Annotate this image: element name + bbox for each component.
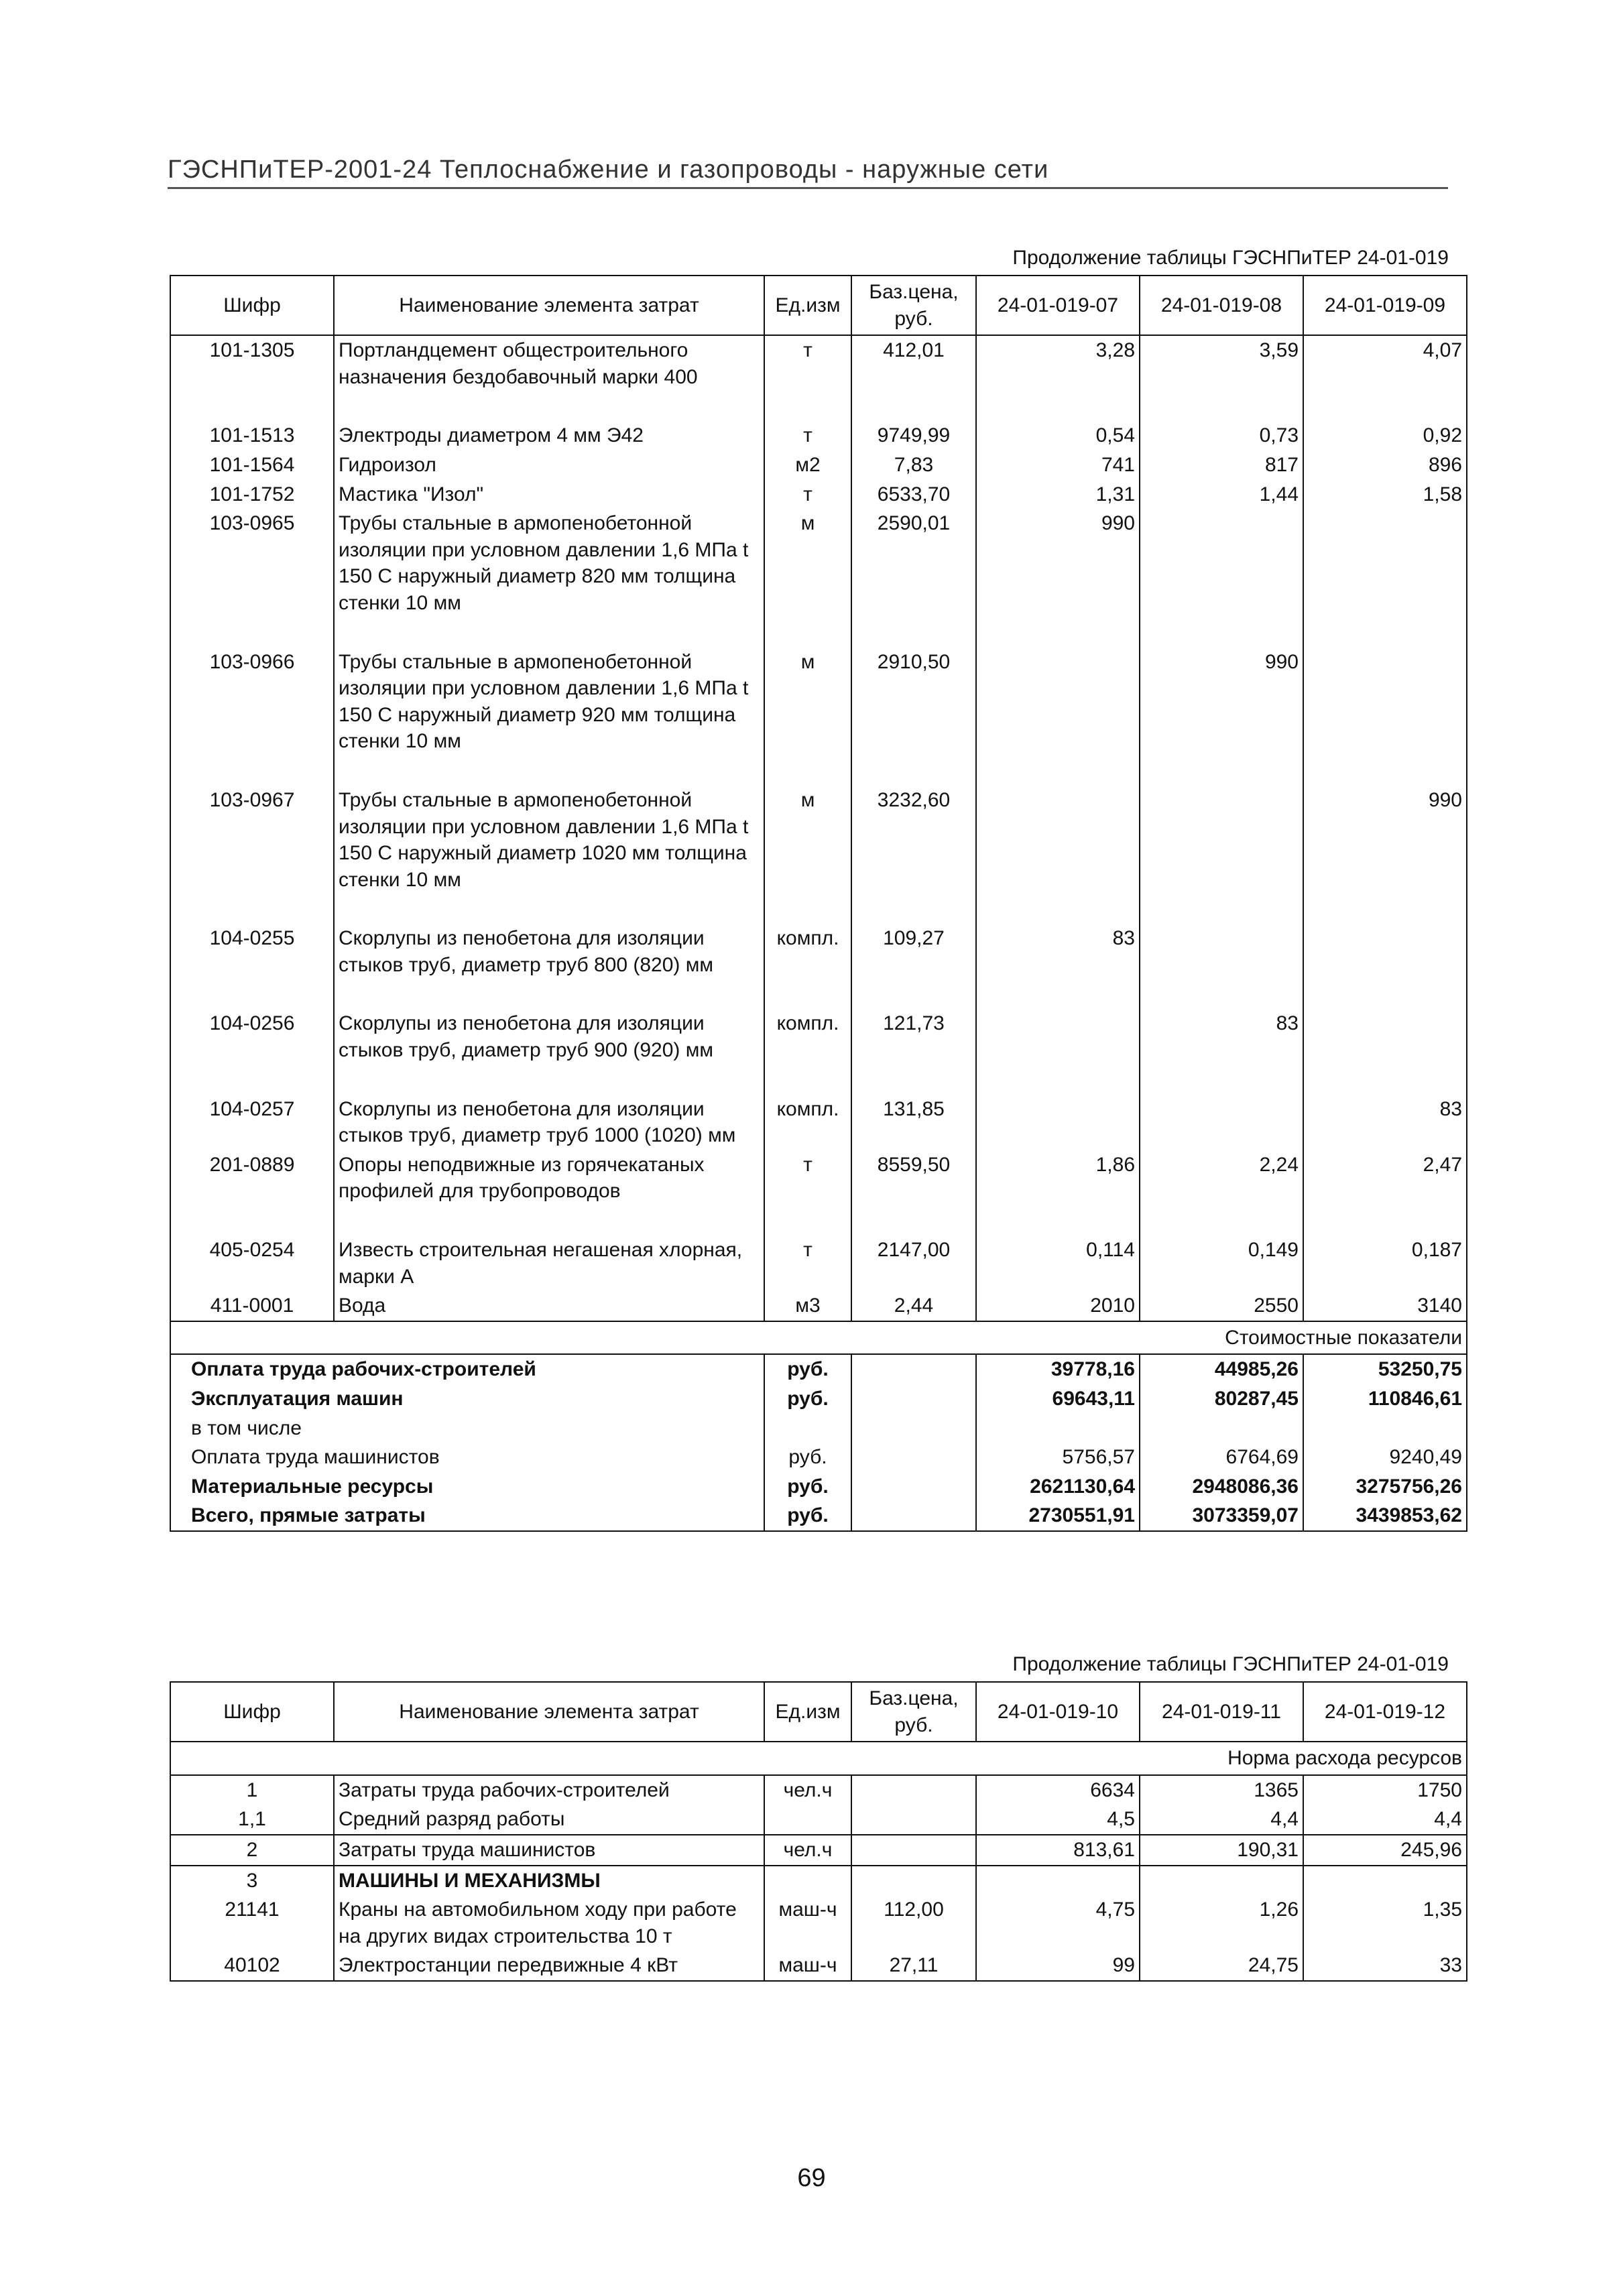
spacer-cell	[976, 1065, 1140, 1095]
col-unit-header: Ед.изм	[764, 1682, 851, 1742]
resource-unit: м	[764, 648, 851, 756]
resource-unit: м	[764, 786, 851, 894]
cost-row	[170, 1414, 1467, 1443]
col-variant-1-header: 24-01-019-10	[976, 1682, 1140, 1742]
col-variant-3-header: 24-01-019-09	[1303, 276, 1467, 335]
table2-header-row	[170, 1682, 1467, 1742]
cost-variant-2: 3073359,07	[1140, 1501, 1303, 1531]
resource-code: 104-0257	[170, 1095, 334, 1150]
resource-norm-variant-1: 99	[976, 1951, 1140, 1981]
resource-code: 103-0967	[170, 786, 334, 894]
cost-variant-3: 53250,75	[1303, 1354, 1467, 1384]
resource-base-price: 7,83	[851, 450, 976, 480]
resource-norm-variant-1: 2010	[976, 1291, 1140, 1321]
spacer-cell	[1140, 1065, 1303, 1095]
table-row	[170, 509, 1467, 617]
resource-unit: т	[764, 1235, 851, 1291]
resource-name: Затраты труда машинистов	[334, 1835, 764, 1866]
spacer-cell	[851, 894, 976, 924]
resource-name: Опоры неподвижные из горячекатаных профилей для трубопроводов	[334, 1150, 764, 1206]
table-row	[170, 1150, 1467, 1206]
resource-unit: чел.ч	[764, 1775, 851, 1805]
spacer-cell	[334, 756, 764, 786]
resource-norm-variant-2: 3,59	[1140, 335, 1303, 391]
cost-variant-2	[1140, 1414, 1303, 1443]
table-row	[170, 1235, 1467, 1291]
resource-norm-variant-1	[976, 648, 1140, 756]
resource-norm-variant-2: 0,149	[1140, 1235, 1303, 1291]
col-unit-header: Ед.изм	[764, 276, 851, 335]
resource-norm-variant-2: 190,31	[1140, 1835, 1303, 1866]
resource-norm-variant-1: 813,61	[976, 1835, 1140, 1866]
row-spacer	[170, 979, 1467, 1009]
resource-norm-variant-2: 990	[1140, 648, 1303, 756]
cost-section-row	[170, 1321, 1467, 1355]
table-row	[170, 786, 1467, 894]
resource-code: 405-0254	[170, 1235, 334, 1291]
resource-unit: маш-ч	[764, 1951, 851, 1981]
cost-price-empty	[851, 1384, 976, 1414]
cost-price-empty	[851, 1354, 976, 1384]
cost-unit	[764, 1414, 851, 1443]
col-variant-2-header: 24-01-019-11	[1140, 1682, 1303, 1742]
resource-norm-variant-2: 1,26	[1140, 1895, 1303, 1951]
spacer-cell	[170, 894, 334, 924]
row-spacer	[170, 391, 1467, 421]
spacer-cell	[334, 618, 764, 648]
spacer-cell	[170, 618, 334, 648]
resource-name: Портландцемент общестроительного назначения бездобавочный марки 400	[334, 335, 764, 391]
resource-name: Электростанции передвижные 4 кВт	[334, 1951, 764, 1981]
cost-variant-1: 5756,57	[976, 1443, 1140, 1472]
cost-price-empty	[851, 1472, 976, 1502]
spacer-cell	[851, 618, 976, 648]
resource-norm-variant-1: 0,54	[976, 421, 1140, 450]
resource-base-price: 2,44	[851, 1291, 976, 1321]
resource-code: 411-0001	[170, 1291, 334, 1321]
resource-unit: т	[764, 335, 851, 391]
table-row	[170, 1775, 1467, 1805]
cost-variant-2: 80287,45	[1140, 1384, 1303, 1414]
spacer-cell	[1140, 618, 1303, 648]
resource-norm-variant-1: 3,28	[976, 335, 1140, 391]
table-row	[170, 1895, 1467, 1951]
resource-name: Трубы стальные в армопенобетонной изоляции при условном давлении 1,6 МПа t 150 С наружный диаметр 920 мм толщина стенки 10 мм	[334, 648, 764, 756]
resource-unit: т	[764, 421, 851, 450]
resource-norm-variant-3	[1303, 924, 1467, 979]
cost-variant-2: 6764,69	[1140, 1443, 1303, 1472]
resource-base-price	[851, 1775, 976, 1805]
cost-label: Оплата труда рабочих-строителей	[170, 1354, 764, 1384]
resource-base-price: 2147,00	[851, 1235, 976, 1291]
resource-norm-variant-2: 1365	[1140, 1775, 1303, 1805]
table-row	[170, 450, 1467, 480]
resource-unit: т	[764, 1150, 851, 1206]
cost-variant-3: 9240,49	[1303, 1443, 1467, 1472]
cost-label: Эксплуатация машин	[170, 1384, 764, 1414]
col-name-header: Наименование элемента затрат	[334, 1682, 764, 1742]
spacer-cell	[334, 979, 764, 1009]
cost-variant-3: 3439853,62	[1303, 1501, 1467, 1531]
resource-base-price: 109,27	[851, 924, 976, 979]
cost-variant-1: 2730551,91	[976, 1501, 1140, 1531]
spacer-cell	[1140, 756, 1303, 786]
table-row	[170, 1009, 1467, 1065]
col-variant-3-header: 24-01-019-12	[1303, 1682, 1467, 1742]
resource-name: Вода	[334, 1291, 764, 1321]
spacer-cell	[1140, 894, 1303, 924]
resource-norm-variant-2: 2550	[1140, 1291, 1303, 1321]
spacer-cell	[851, 1065, 976, 1095]
cost-variant-3	[1303, 1414, 1467, 1443]
resource-base-price	[851, 1805, 976, 1835]
spacer-cell	[1303, 756, 1467, 786]
table-row	[170, 1866, 1467, 1896]
resource-unit	[764, 1805, 851, 1835]
resource-base-price: 2910,50	[851, 648, 976, 756]
cost-unit: руб.	[764, 1472, 851, 1502]
col-price-header: Баз.цена, руб.	[851, 1682, 976, 1742]
resource-norm-variant-1: 6634	[976, 1775, 1140, 1805]
table2-caption: Продолжение таблицы ГЭСНПиТЕР 24-01-019	[1012, 1653, 1449, 1675]
spacer-cell	[170, 756, 334, 786]
spacer-cell	[851, 756, 976, 786]
cost-price-empty	[851, 1501, 976, 1531]
resource-norm-variant-3: 2,47	[1303, 1150, 1467, 1206]
resource-name: Средний разряд работы	[334, 1805, 764, 1835]
resource-norm-variant-1: 990	[976, 509, 1140, 617]
resource-norm-variant-3: 245,96	[1303, 1835, 1467, 1866]
spacer-cell	[1140, 979, 1303, 1009]
cost-unit: руб.	[764, 1501, 851, 1531]
spacer-cell	[1303, 1206, 1467, 1235]
table-row	[170, 421, 1467, 450]
table-row	[170, 1835, 1467, 1866]
resource-norm-variant-1: 83	[976, 924, 1140, 979]
resource-code: 103-0965	[170, 509, 334, 617]
cost-variant-1: 69643,11	[976, 1384, 1140, 1414]
resource-norm-variant-1	[976, 1095, 1140, 1150]
resource-norm-variant-2: 4,4	[1140, 1805, 1303, 1835]
resource-norm-variant-2: 83	[1140, 1009, 1303, 1065]
cost-variant-2: 44985,26	[1140, 1354, 1303, 1384]
resource-name: Скорлупы из пенобетона для изоляции стыков труб, диаметр труб 900 (920) мм	[334, 1009, 764, 1065]
resource-base-price: 8559,50	[851, 1150, 976, 1206]
table-row	[170, 1095, 1467, 1150]
spacer-cell	[1303, 391, 1467, 421]
spacer-cell	[976, 391, 1140, 421]
resource-code: 101-1564	[170, 450, 334, 480]
row-spacer	[170, 618, 1467, 648]
spacer-cell	[851, 979, 976, 1009]
resource-name: МАШИНЫ И МЕХАНИЗМЫ	[334, 1866, 764, 1896]
resource-table-1	[170, 275, 1467, 1532]
resource-norm-variant-2	[1140, 1095, 1303, 1150]
resource-code: 104-0255	[170, 924, 334, 979]
table1-header-row	[170, 276, 1467, 335]
resource-norm-variant-3: 83	[1303, 1095, 1467, 1150]
resource-unit: компл.	[764, 1009, 851, 1065]
resource-unit: м2	[764, 450, 851, 480]
resource-unit: м	[764, 509, 851, 617]
resource-unit: маш-ч	[764, 1895, 851, 1951]
resource-unit: компл.	[764, 924, 851, 979]
table-row	[170, 648, 1467, 756]
resource-norm-variant-1: 1,31	[976, 480, 1140, 509]
col-name-header: Наименование элемента затрат	[334, 276, 764, 335]
resource-unit: компл.	[764, 1095, 851, 1150]
spacer-cell	[764, 1065, 851, 1095]
resource-base-price: 412,01	[851, 335, 976, 391]
table-row	[170, 335, 1467, 391]
resource-norm-variant-3: 990	[1303, 786, 1467, 894]
col-variant-2-header: 24-01-019-08	[1140, 276, 1303, 335]
spacer-cell	[334, 1206, 764, 1235]
spacer-cell	[764, 894, 851, 924]
resource-code: 2	[170, 1835, 334, 1866]
resource-base-price: 6533,70	[851, 480, 976, 509]
resource-name: Трубы стальные в армопенобетонной изоляции при условном давлении 1,6 МПа t 150 С наружный диаметр 820 мм толщина стенки 10 мм	[334, 509, 764, 617]
resource-norm-variant-1: 4,5	[976, 1805, 1140, 1835]
resource-norm-variant-1: 741	[976, 450, 1140, 480]
resource-name: Скорлупы из пенобетона для изоляции стыков труб, диаметр труб 1000 (1020) мм	[334, 1095, 764, 1150]
resource-base-price	[851, 1866, 976, 1896]
resource-norm-variant-3: 896	[1303, 450, 1467, 480]
resource-norm-variant-2: 817	[1140, 450, 1303, 480]
resource-norm-variant-3: 3140	[1303, 1291, 1467, 1321]
spacer-cell	[334, 1065, 764, 1095]
resource-norm-variant-3: 4,07	[1303, 335, 1467, 391]
resource-base-price: 121,73	[851, 1009, 976, 1065]
spacer-cell	[764, 756, 851, 786]
spacer-cell	[170, 979, 334, 1009]
norm-section-label: Норма расхода ресурсов	[170, 1742, 1467, 1775]
resource-name: Скорлупы из пенобетона для изоляции стыков труб, диаметр труб 800 (820) мм	[334, 924, 764, 979]
cost-unit: руб.	[764, 1443, 851, 1472]
spacer-cell	[170, 391, 334, 421]
row-spacer	[170, 894, 1467, 924]
spacer-cell	[976, 979, 1140, 1009]
spacer-cell	[170, 1206, 334, 1235]
resource-name: Известь строительная негашеная хлорная, марки А	[334, 1235, 764, 1291]
spacer-cell	[764, 391, 851, 421]
resource-norm-variant-1: 4,75	[976, 1895, 1140, 1951]
spacer-cell	[976, 618, 1140, 648]
table-row	[170, 480, 1467, 509]
resource-norm-variant-2	[1140, 1866, 1303, 1896]
resource-norm-variant-3: 1750	[1303, 1775, 1467, 1805]
resource-code: 1	[170, 1775, 334, 1805]
resource-norm-variant-2	[1140, 509, 1303, 617]
cost-row	[170, 1501, 1467, 1531]
running-header: ГЭСНПиТЕР-2001-24 Теплоснабжение и газопроводы - наружные сети	[168, 156, 1448, 189]
cost-label: Оплата труда машинистов	[170, 1443, 764, 1472]
spacer-cell	[334, 894, 764, 924]
cost-label: в том числе	[170, 1414, 764, 1443]
resource-norm-variant-3	[1303, 1009, 1467, 1065]
resource-base-price	[851, 1835, 976, 1866]
resource-norm-variant-3	[1303, 1866, 1467, 1896]
cost-variant-3: 3275756,26	[1303, 1472, 1467, 1502]
resource-name: Электроды диаметром 4 мм Э42	[334, 421, 764, 450]
spacer-cell	[1303, 618, 1467, 648]
resource-name: Краны на автомобильном ходу при работе на других видах строительства 10 т	[334, 1895, 764, 1951]
spacer-cell	[976, 756, 1140, 786]
resource-code: 201-0889	[170, 1150, 334, 1206]
col-code-header: Шифр	[170, 1682, 334, 1742]
resource-code: 3	[170, 1866, 334, 1896]
cost-variant-1: 39778,16	[976, 1354, 1140, 1384]
resource-code: 103-0966	[170, 648, 334, 756]
spacer-cell	[976, 1206, 1140, 1235]
cost-label: Всего, прямые затраты	[170, 1501, 764, 1531]
resource-code: 101-1513	[170, 421, 334, 450]
resource-norm-variant-1	[976, 786, 1140, 894]
cost-price-empty	[851, 1443, 976, 1472]
col-price-header: Баз.цена, руб.	[851, 276, 976, 335]
table-row	[170, 1805, 1467, 1835]
resource-code: 104-0256	[170, 1009, 334, 1065]
resource-table-2	[170, 1681, 1467, 1982]
spacer-cell	[170, 1065, 334, 1095]
resource-name: Затраты труда рабочих-строителей	[334, 1775, 764, 1805]
resource-base-price: 2590,01	[851, 509, 976, 617]
resource-name: Мастика "Изол"	[334, 480, 764, 509]
spacer-cell	[851, 391, 976, 421]
resource-norm-variant-1: 1,86	[976, 1150, 1140, 1206]
row-spacer	[170, 1065, 1467, 1095]
table1-caption: Продолжение таблицы ГЭСНПиТЕР 24-01-019	[1012, 247, 1449, 269]
cost-unit: руб.	[764, 1354, 851, 1384]
resource-code: 21141	[170, 1895, 334, 1951]
resource-norm-variant-1: 0,114	[976, 1235, 1140, 1291]
resource-norm-variant-3	[1303, 648, 1467, 756]
resource-code: 40102	[170, 1951, 334, 1981]
col-code-header: Шифр	[170, 276, 334, 335]
cost-row	[170, 1354, 1467, 1384]
resource-norm-variant-2: 1,44	[1140, 480, 1303, 509]
resource-norm-variant-3: 0,92	[1303, 421, 1467, 450]
cost-row	[170, 1472, 1467, 1502]
resource-unit: чел.ч	[764, 1835, 851, 1866]
spacer-cell	[1303, 894, 1467, 924]
cost-row	[170, 1443, 1467, 1472]
spacer-cell	[851, 1206, 976, 1235]
cost-unit: руб.	[764, 1384, 851, 1414]
spacer-cell	[334, 391, 764, 421]
cost-label: Материальные ресурсы	[170, 1472, 764, 1502]
resource-base-price: 27,11	[851, 1951, 976, 1981]
spacer-cell	[1140, 1206, 1303, 1235]
col-variant-1-header: 24-01-019-07	[976, 276, 1140, 335]
spacer-cell	[1303, 1065, 1467, 1095]
spacer-cell	[764, 1206, 851, 1235]
resource-norm-variant-2	[1140, 924, 1303, 979]
spacer-cell	[764, 618, 851, 648]
resource-name: Трубы стальные в армопенобетонной изоляции при условном давлении 1,6 МПа t 150 С наружный диаметр 1020 мм толщина стенки 10 мм	[334, 786, 764, 894]
resource-base-price: 3232,60	[851, 786, 976, 894]
cost-price-empty	[851, 1414, 976, 1443]
resource-name: Гидроизол	[334, 450, 764, 480]
resource-base-price: 9749,99	[851, 421, 976, 450]
cost-variant-3: 110846,61	[1303, 1384, 1467, 1414]
resource-unit	[764, 1866, 851, 1896]
row-spacer	[170, 1206, 1467, 1235]
resource-code: 101-1752	[170, 480, 334, 509]
resource-norm-variant-3: 33	[1303, 1951, 1467, 1981]
cost-row	[170, 1384, 1467, 1414]
resource-norm-variant-3: 4,4	[1303, 1805, 1467, 1835]
resource-base-price: 112,00	[851, 1895, 976, 1951]
resource-norm-variant-2: 24,75	[1140, 1951, 1303, 1981]
row-spacer	[170, 756, 1467, 786]
spacer-cell	[1140, 391, 1303, 421]
resource-unit: м3	[764, 1291, 851, 1321]
resource-unit: т	[764, 480, 851, 509]
cost-variant-2: 2948086,36	[1140, 1472, 1303, 1502]
spacer-cell	[1303, 979, 1467, 1009]
resource-base-price: 131,85	[851, 1095, 976, 1150]
resource-norm-variant-2: 0,73	[1140, 421, 1303, 450]
resource-norm-variant-3	[1303, 509, 1467, 617]
spacer-cell	[976, 894, 1140, 924]
resource-norm-variant-3: 0,187	[1303, 1235, 1467, 1291]
resource-code: 101-1305	[170, 335, 334, 391]
table-row	[170, 1291, 1467, 1321]
cost-variant-1: 2621130,64	[976, 1472, 1140, 1502]
resource-norm-variant-3: 1,58	[1303, 480, 1467, 509]
cost-section-label: Стоимостные показатели	[170, 1321, 1467, 1355]
table-row	[170, 924, 1467, 979]
resource-norm-variant-1	[976, 1009, 1140, 1065]
table-row	[170, 1951, 1467, 1981]
cost-variant-1	[976, 1414, 1140, 1443]
spacer-cell	[764, 979, 851, 1009]
resource-norm-variant-1	[976, 1866, 1140, 1896]
resource-code: 1,1	[170, 1805, 334, 1835]
norm-section-row	[170, 1742, 1467, 1775]
page-number: 69	[797, 2164, 826, 2192]
resource-norm-variant-3: 1,35	[1303, 1895, 1467, 1951]
resource-norm-variant-2	[1140, 786, 1303, 894]
resource-norm-variant-2: 2,24	[1140, 1150, 1303, 1206]
